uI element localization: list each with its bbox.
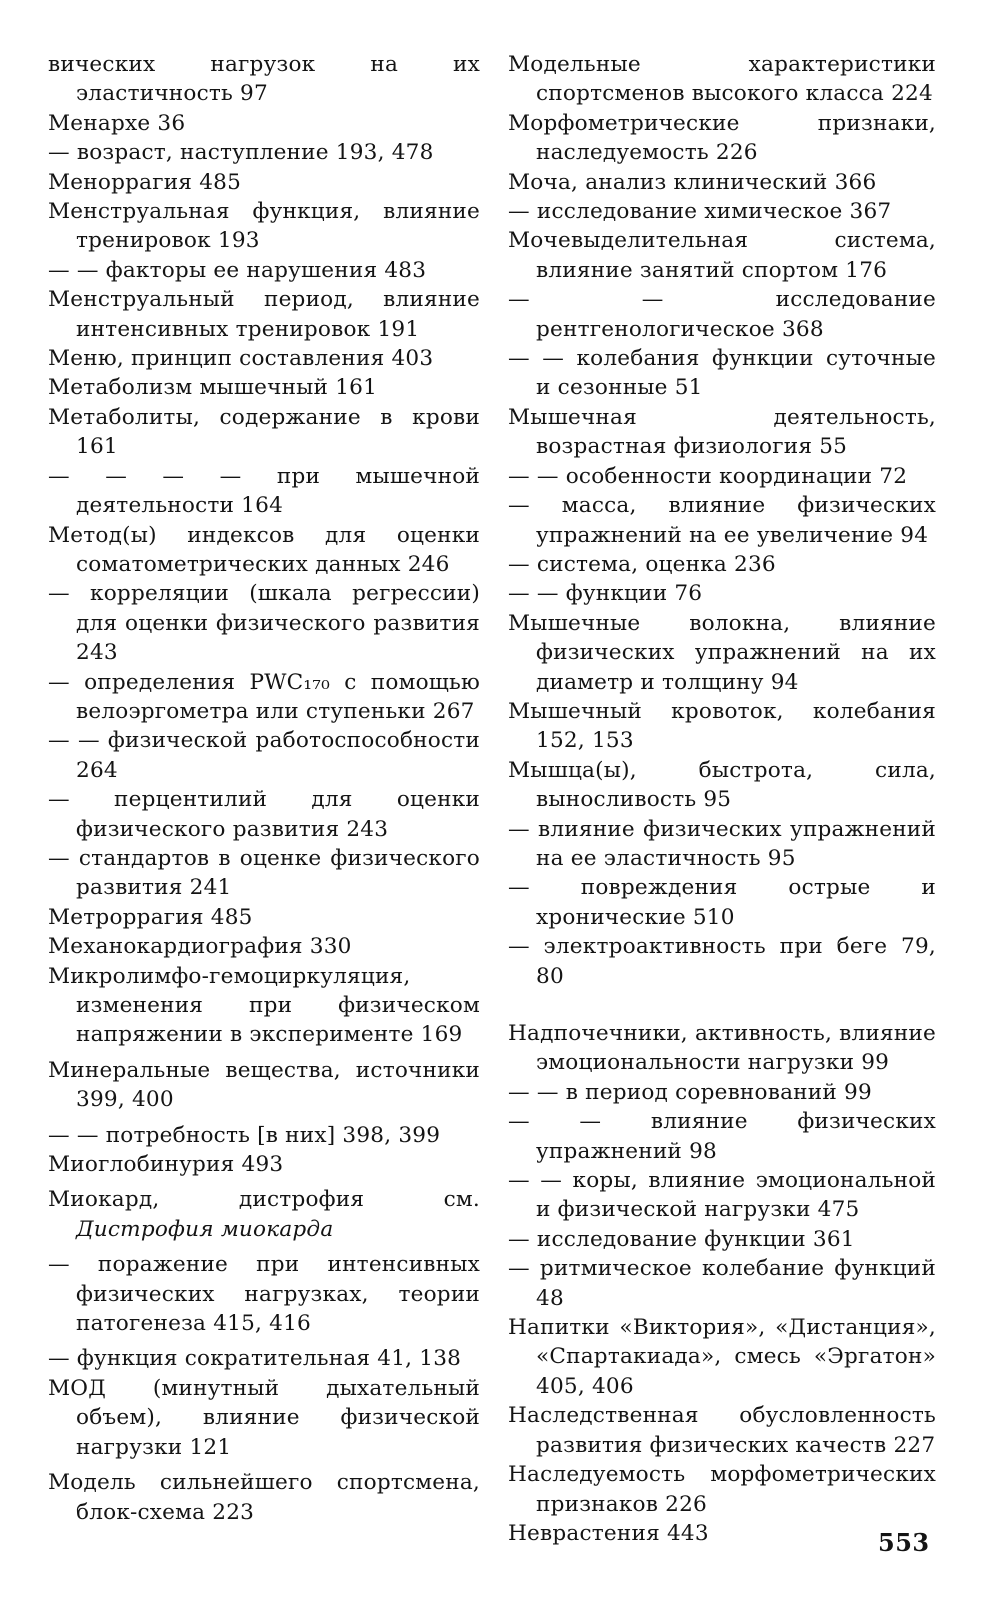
- index-entry: МОД (минутный дыхательный объем), влияние физической нагрузки 121: [48, 1375, 480, 1460]
- index-entry: Мочевыделительная система, влияние занятий спортом 176: [508, 228, 936, 283]
- index-entry: — влияние физических упражнений на ее эластичность 95: [508, 816, 936, 871]
- index-entry: — электроактивность при беге 79, 80: [508, 934, 936, 989]
- index-entry: — — коры, влияние эмоциональной и физической нагрузки 475: [508, 1168, 936, 1223]
- index-entry: Менструальная функция, влияние тренировок 193: [48, 199, 480, 254]
- index-entry: Наследственная обусловленность развития физических качеств 227: [508, 1403, 936, 1458]
- index-entry: Модель сильнейшего спортсмена, блок-схема 223: [48, 1470, 480, 1525]
- index-entry: Миоглобинурия 493: [48, 1152, 284, 1178]
- index-entry: — — колебания функции суточные и сезонные 51: [508, 346, 936, 401]
- index-entry: Неврастения 443: [508, 1520, 709, 1546]
- index-entry: — — влияние физических упражнений 98: [508, 1109, 936, 1164]
- index-entry: Мышечная деятельность, возрастная физиология 55: [508, 404, 936, 460]
- index-entry: Морфометрические признаки, наследуемость 226: [508, 110, 936, 166]
- index-entry: — масса, влияние физических упражнений на ее увеличение 94: [508, 493, 936, 548]
- index-entry: — — функции 76: [508, 581, 703, 607]
- index-entry: Микролимфо-гемоциркуляция, изменения при физическом напряжении в эксперименте 169: [48, 963, 480, 1048]
- index-entry: Метод(ы) индексов для оценки соматометрических данных 246: [48, 522, 480, 577]
- index-entry: — — физической работоспособности 264: [48, 728, 480, 783]
- index-entry: — исследование функции 361: [508, 1226, 855, 1252]
- index-entry: — корреляции (шкала регрессии) для оценки физического развития 243: [48, 581, 480, 666]
- index-entry: Мышца(ы), быстрота, сила, выносливость 95: [508, 757, 936, 813]
- index-entry: — — — — при мышечной деятельности 164: [48, 463, 480, 519]
- index-entry: — ритмическое колебание функций 48: [508, 1256, 936, 1311]
- index-entry: — возраст, наступление 193, 478: [48, 140, 434, 166]
- cross-reference: Дистрофия миокарда: [76, 1216, 334, 1242]
- index-entry: Напитки «Виктория», «Дистанция», «Спартакиада», смесь «Эргатон» 405, 406: [508, 1315, 936, 1399]
- page-number: 553: [878, 1528, 930, 1557]
- index-entry: — исследование химическое 367: [508, 199, 892, 225]
- index-entry: — поражение при интенсивных физических нагрузках, теории патогенеза 415, 416: [48, 1252, 480, 1337]
- index-entry: — повреждения острые и хронические 510: [508, 875, 936, 930]
- index-entry: Модельные характеристики спортсменов высокого класса 224: [508, 52, 936, 107]
- index-entry: Надпочечники, активность, влияние эмоциональности нагрузки 99: [508, 1021, 936, 1076]
- index-entry: Меноррагия 485: [48, 169, 242, 195]
- index-entry: Мышечные волокна, влияние физических упражнений на их диаметр и толщину 94: [508, 610, 936, 695]
- index-entry: Менархе 36: [48, 110, 186, 136]
- index-entry: — — потребность [в них] 398, 399: [48, 1122, 441, 1148]
- index-entry: Метроррагия 485: [48, 904, 253, 930]
- index-entry: — — факторы ее нарушения 483: [48, 257, 427, 283]
- index-entry: Метаболиты, содержание в крови 161: [48, 404, 480, 460]
- index-entry: вических нагрузок на их эластичность 97: [48, 52, 480, 107]
- index-entry: Моча, анализ клинический 366: [508, 169, 877, 195]
- entry-text: Миокард, дистрофия см.: [48, 1187, 480, 1213]
- index-entry: — система, оценка 236: [508, 551, 776, 577]
- index-column-left: [48, 50, 480, 1527]
- index-entry: — стандартов в оценке физического развития 241: [48, 845, 480, 901]
- index-entry: Наследуемость морфометрических признаков 226: [508, 1462, 936, 1517]
- index-entry: Метаболизм мышечный 161: [48, 375, 378, 401]
- index-entry: Мышечный кровоток, колебания 152, 153: [508, 698, 936, 754]
- index-entry: — — особенности координации 72: [508, 463, 908, 489]
- index-entry: Минеральные вещества, источники 399, 400: [48, 1057, 480, 1113]
- index-entry: — функция сократительная 41, 138: [48, 1346, 462, 1372]
- index-entry: Меню, принцип составления 403: [48, 346, 434, 372]
- index-entry: Механокардиография 330: [48, 934, 352, 960]
- index-entry: — — в период соревнований 99: [508, 1079, 872, 1105]
- index-entry: [48, 1185, 480, 1244]
- index-entry: Менструальный период, влияние интенсивных тренировок 191: [48, 287, 480, 342]
- index-entry: — определения PWC₁₇₀ с помощью велоэргометра или ступеньки 267: [48, 669, 480, 724]
- index-column-right: [508, 50, 936, 1548]
- index-entry: — — исследование рентгенологическое 368: [508, 287, 936, 342]
- index-entry: — перцентилий для оценки физического развития 243: [48, 787, 480, 842]
